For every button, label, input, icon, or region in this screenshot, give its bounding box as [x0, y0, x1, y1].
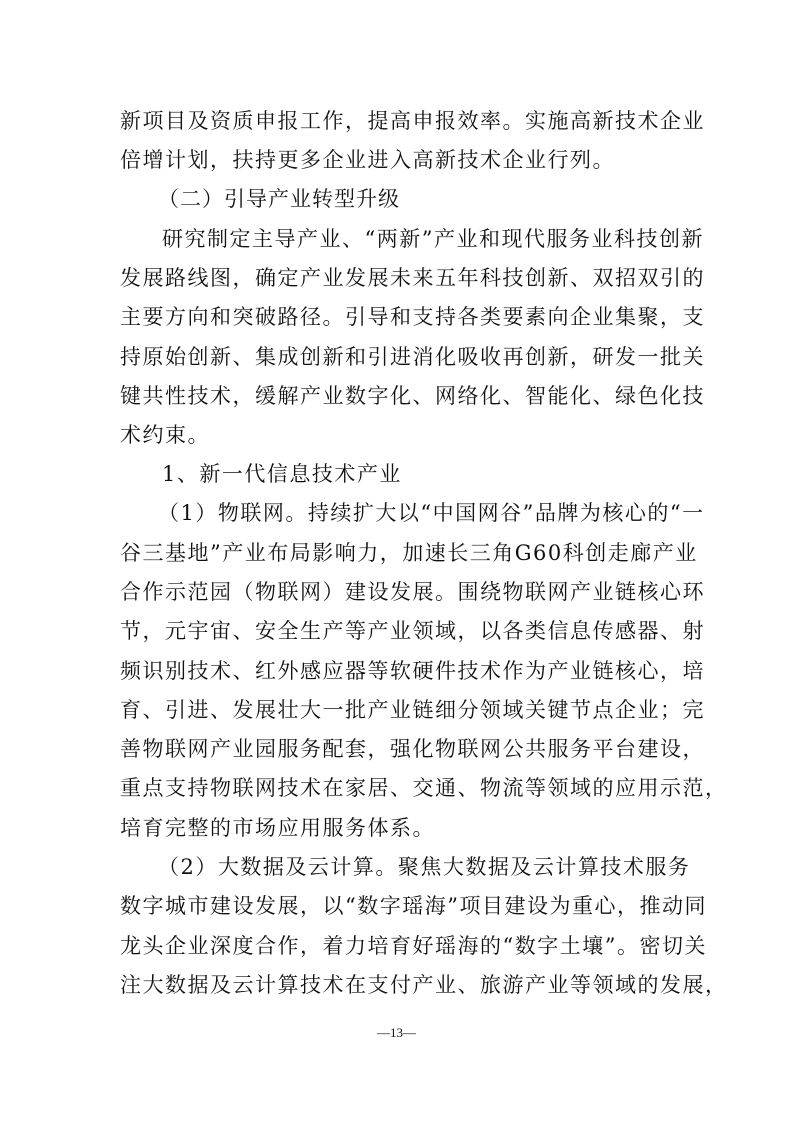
body-text-line: （2）大数据及云计算。聚焦大数据及云计算技术服务 [158, 855, 691, 879]
body-text-line: 注大数据及云计算技术在支付产业、旅游产业等领域的发展， [120, 973, 728, 997]
body-text-line: 研究制定主导产业、“两新”产业和现代服务业科技创新 [162, 227, 704, 251]
body-text-line: （1）物联网。持续扩大以“中国网谷”品牌为核心的“一 [158, 501, 705, 525]
body-text-line: 龙头企业深度合作，着力培育好瑶海的“数字土壤”。密切关 [120, 934, 707, 958]
body-text-line: 节，元宇宙、安全生产等产业领域，以各类信息传感器、射 [120, 619, 705, 643]
section-heading: （二）引导产业转型升级 [158, 187, 400, 211]
body-text-line: 数字城市建设发展，以“数字瑶海”项目建设为重心，推动同 [120, 894, 707, 918]
subsection-heading: 1、新一代信息技术产业 [162, 462, 402, 486]
body-text-line: 新项目及资质申报工作，提高申报效率。实施高新技术企业 [120, 109, 705, 133]
body-text-line: 持原始创新、集成创新和引进消化吸收再创新，研发一批关 [120, 345, 705, 369]
body-text-line: 发展路线图，确定产业发展未来五年科技创新、双招双引的 [120, 266, 705, 290]
body-text-line: 主要方向和突破路径。引导和支持各类要素向企业集聚，支 [120, 305, 705, 329]
body-text-line: 合作示范园（物联网）建设发展。围绕物联网产业链核心环 [120, 580, 705, 604]
body-text-line: 重点支持物联网技术在家居、交通、物流等领域的应用示范， [120, 776, 728, 800]
body-text-line: 倍增计划，扶持更多企业进入高新技术企业行列。 [120, 148, 615, 172]
body-text-line: 频识别技术、红外感应器等软硬件技术作为产业链核心，培 [120, 659, 705, 683]
body-text-line: 善物联网产业园服务配套，强化物联网公共服务平台建设， [120, 737, 705, 761]
body-text-line: 培育完整的市场应用服务体系。 [120, 816, 435, 840]
body-text-line: 术约束。 [120, 423, 210, 447]
page-number: —13— [377, 1025, 416, 1040]
body-text-line: 育、引进、发展壮大一批产业链细分领域关键节点企业；完 [120, 698, 705, 722]
body-text-line: 谷三基地”产业布局影响力，加速长三角G60科创走廊产业 [120, 541, 698, 565]
body-text-line: 键共性技术，缓解产业数字化、网络化、智能化、绿色化技 [120, 384, 705, 408]
